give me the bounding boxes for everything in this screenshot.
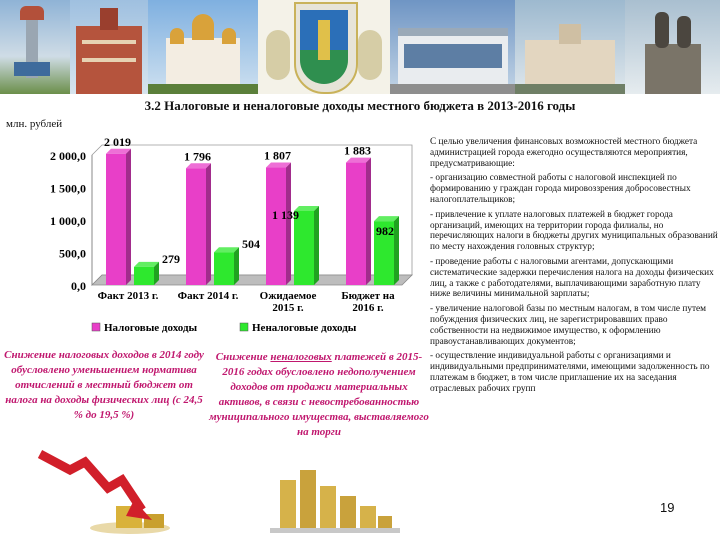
y-tick-label: 0,0	[71, 279, 86, 293]
measures-intro: С целью увеличения финансовых возможностей местного бюджета администрацией города ежегодно осуществляются мероприятия, предусматривающие:	[430, 137, 698, 169]
bar-nontax	[294, 211, 314, 285]
data-label: 1 807	[264, 148, 291, 163]
data-label: 982	[376, 224, 394, 239]
revenue-measures-list	[430, 137, 718, 399]
y-tick-label: 2 000,0	[50, 149, 86, 163]
modern-building-photo	[390, 0, 515, 94]
tax-revenue-decline-note: Снижение налоговых доходов в 2014 году обусловлено уменьшением норматива отчислений в местный бюджет от налога на доходы физических лиц (с 24,5 % до 19,5 %)	[4, 349, 204, 421]
monument-statue-photo	[625, 0, 720, 94]
station-square-photo	[515, 0, 625, 94]
coin-stacks-picture	[270, 440, 400, 535]
data-label: 1 796	[184, 149, 211, 164]
legend-swatch	[240, 323, 248, 331]
legend-swatch	[92, 323, 100, 331]
bar-side-face	[286, 163, 291, 285]
nontax-note-start: Снижение	[215, 351, 268, 363]
measure-item: - осуществление индивидуальной работы с организациями и индивидуальными предпринимателями, имеющими задолженность по платежам в бюджет, в том числе приглашение их на заседания отраслевых рабочих групп	[430, 351, 710, 394]
data-label: 504	[242, 237, 260, 252]
bar-tax	[266, 168, 286, 285]
y-tick-label: 500,0	[59, 246, 86, 261]
bar-side-face	[366, 158, 371, 285]
city-coat-of-arms-photo	[258, 0, 390, 94]
bar-side-face	[126, 149, 131, 285]
bar-side-face	[234, 247, 239, 285]
bar-side-face	[314, 206, 319, 285]
page-number: 19	[660, 500, 675, 515]
nontax-note-rest: платежей в 2015-2016 годах обусловлено недополучением доходов от продажи материальных активов, в связи с невостребованностью муниципального имущества, выставляемого на торги	[209, 351, 429, 438]
bar-nontax	[134, 267, 154, 285]
bar-tax	[106, 154, 126, 285]
red-brick-building-photo	[70, 0, 148, 94]
x-tick-label: 2016 г.	[352, 302, 384, 314]
measure-item: - проведение работы с налоговыми агентами, допускающими систематические задержки перечисления налога на доходы физических лиц, а также с работодателями, выплачивающими заработную плату ниже величины минимальной зарплаты;	[430, 256, 714, 300]
bar-side-face	[206, 163, 211, 285]
x-tick-label: Факт 2014 г.	[177, 290, 239, 302]
measure-item: - организацию совместной работы с налоговой инспекцией по формированию у граждан города мировоззрения добросовестных налогоплательщиков;	[430, 173, 691, 205]
slide-title: 3.2 Налоговые и неналоговые доходы местного бюджета в 2013-2016 годы	[144, 98, 576, 113]
x-tick-label: 2015 г.	[272, 302, 304, 314]
y-axis-units-label: млн. рублей	[6, 118, 63, 130]
legend-label: Неналоговые доходы	[252, 322, 357, 334]
data-label: 2 019	[104, 134, 131, 149]
nontax-revenue-decline-note	[208, 350, 430, 440]
x-tick-label: Ожидаемое	[259, 290, 317, 302]
city-entrance-stele-photo	[0, 0, 70, 94]
bar-tax	[346, 163, 366, 285]
data-label: 279	[162, 251, 180, 266]
bar-side-face	[394, 216, 399, 285]
x-tick-label: Бюджет на	[341, 290, 395, 302]
measure-item: - увеличение налоговой базы по местным налогам, в том числе путем побуждения физических лиц, не зарегистрировавших право собственности на недвижимое имущество, к оформлению правоустанавливающих документов;	[430, 304, 707, 347]
legend-label: Налоговые доходы	[104, 322, 198, 334]
x-tick-label: Факт 2013 г.	[97, 290, 159, 302]
data-label: 1 139	[272, 207, 299, 222]
orthodox-cathedral-photo	[148, 0, 258, 94]
data-label: 1 883	[344, 143, 371, 158]
falling-arrow-coins-picture	[30, 440, 180, 540]
bar-tax	[186, 168, 206, 285]
nontax-note-underlined: неналоговых	[270, 351, 332, 363]
y-tick-label: 1 500,0	[50, 181, 86, 196]
header-photo-strip	[0, 0, 720, 94]
revenue-bar-chart	[0, 125, 425, 340]
y-tick-label: 1 000,0	[50, 214, 86, 228]
measure-item: - привлечение к уплате налоговых платежей в бюджет города организаций, имеющих на территории города филиалы, но перечисляющих налоги в бюджеты других муниципальных образований по месту нахождения головных структур;	[430, 209, 718, 253]
bar-nontax	[214, 252, 234, 285]
